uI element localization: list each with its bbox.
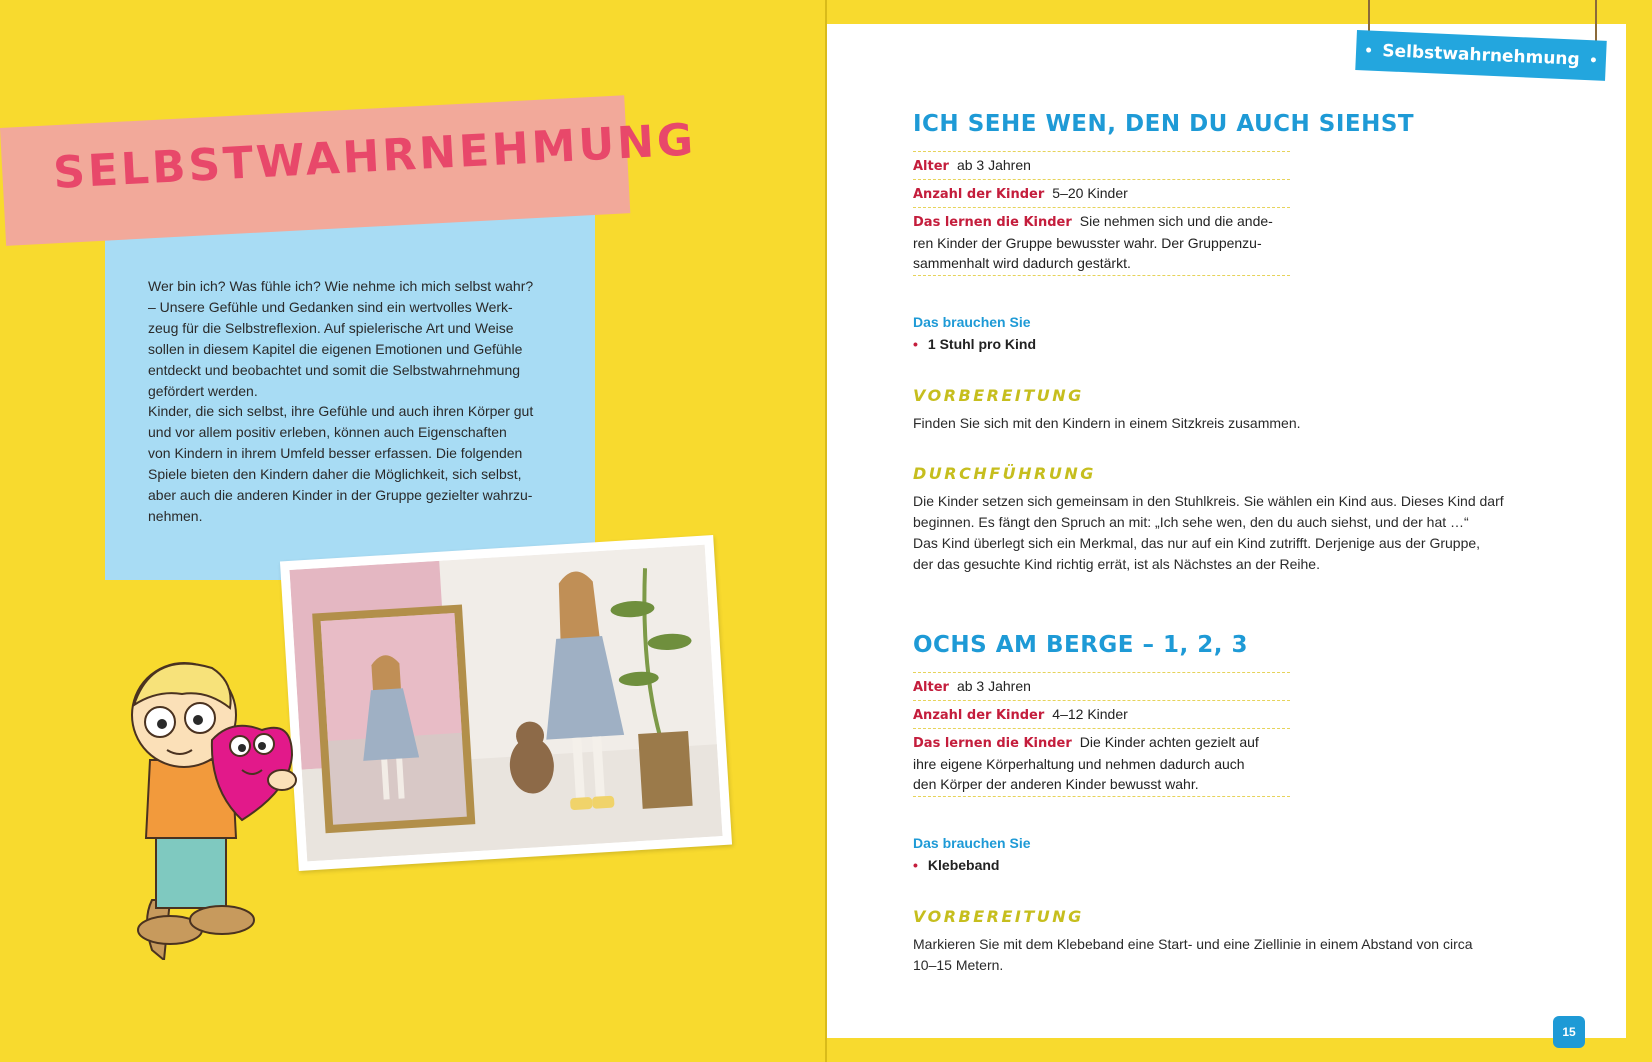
meta-count-value: 4–12 Kinder <box>1052 706 1128 722</box>
photo-girl-mirror <box>280 535 732 871</box>
meta-age-value: ab 3 Jahren <box>956 157 1031 173</box>
meta-count-label: Anzahl der Kinder <box>913 187 1045 202</box>
needs-item-label: 1 Stuhl pro Kind <box>927 336 1037 352</box>
game-ochs-am-berge <box>913 632 1553 976</box>
meta-age-value: ab 3 Jahren <box>956 678 1031 694</box>
meta-count <box>913 701 1290 729</box>
meta-age-label: Alter <box>913 680 949 695</box>
game-ich-sehe-wen <box>913 111 1553 575</box>
meta-count <box>913 180 1290 208</box>
exec-text: Die Kinder setzen sich gemeinsam in den Stuhlkreis. Sie wählen ein Kind aus. Dieses Kind darf beginnen. Es fängt den Spruch an mit: „Ich sehe wen, den du auch siehst, und der hat …“ Das Kind überlegt sich ein Merkmal, das nur auf ein Kind zutrifft. Derjenige aus der Gruppe, der das gesuchte Kind richtig errät, ist als Nächstes an der Reihe. <box>913 492 1504 572</box>
meta-age <box>913 673 1290 701</box>
game-title: OCHS AM BERGE – 1, 2, 3 <box>913 632 1249 658</box>
meta-learn-label: Das lernen die Kinder <box>913 215 1072 230</box>
meta-learn-value: Sie nehmen sich und die ande- ren Kinder der Gruppe bewusster wahr. Der Gruppenzu- sammenhalt wird dadurch gestärkt. <box>913 213 1273 271</box>
meta-learn-value: Die Kinder achten gezielt auf ihre eigene Körperhaltung und nehmen dadurch auch den Körper der anderen Kinder bewusst wahr. <box>913 734 1259 792</box>
meta-learn <box>913 729 1290 797</box>
game-title: ICH SEHE WEN, DEN DU AUCH SIEHST <box>913 111 1415 137</box>
mascot-child-heart <box>112 660 322 960</box>
game-meta <box>913 672 1290 797</box>
needs-item: • 1 Stuhl pro Kind <box>913 336 1037 352</box>
exec-heading: DURCHFÜHRUNG <box>913 463 1096 483</box>
meta-age <box>913 152 1290 180</box>
needs-item-label: Klebeband <box>927 857 1000 873</box>
prep-heading: VORBEREITUNG <box>913 386 1084 405</box>
prep-text: Markieren Sie mit dem Klebeband eine Start- und eine Ziellinie in einem Abstand von circa 10–15 Metern. <box>913 936 1473 973</box>
prep-heading: VORBEREITUNG <box>913 907 1084 926</box>
game-meta <box>913 151 1290 276</box>
meta-count-label: Anzahl der Kinder <box>913 708 1045 723</box>
tab-string-left <box>1368 0 1370 34</box>
needs-heading: Das brauchen Sie <box>913 314 1031 330</box>
section-tab-label: Selbstwahrnehmung <box>1381 41 1581 70</box>
prep-text: Finden Sie sich mit den Kindern in einem Sitzkreis zusammen. <box>913 415 1301 431</box>
page-number: 15 <box>1553 1016 1585 1048</box>
tab-string-right <box>1595 0 1597 44</box>
needs-heading: Das brauchen Sie <box>913 835 1031 851</box>
photo-illustration <box>289 545 722 862</box>
meta-learn <box>913 208 1290 276</box>
meta-age-label: Alter <box>913 159 949 174</box>
meta-learn-label: Das lernen die Kinder <box>913 736 1072 751</box>
intro-text: Wer bin ich? Was fühle ich? Wie nehme ich mich selbst wahr? – Unsere Gefühle und Gedanken sind ein wertvolles Werk- zeug für die Selbstreflexion. Auf spielerische Art und Weise sollen in diesem Kapitel die eigenen Emotionen und Gefühle entdeckt und beobachtet und somit die Selbstwahrnehmung gefördert werden. Kinder, die sich selbst, ihre Gefühle und auch ihren Körper gut und vor allem positiv erleben, können auch Eigenschaften von Kindern in ihrem Umfeld besser erfassen. Die folgenden Spiele bieten den Kindern daher die Möglichkeit, sich selbst, aber auch die anderen Kinder in der Gruppe gezielter wahrzu- nehmen. <box>148 278 534 524</box>
meta-count-value: 5–20 Kinder <box>1052 185 1128 201</box>
needs-item: • Klebeband <box>913 857 1000 873</box>
chapter-title: SELBSTWAHRNEHMUNG <box>52 114 698 199</box>
